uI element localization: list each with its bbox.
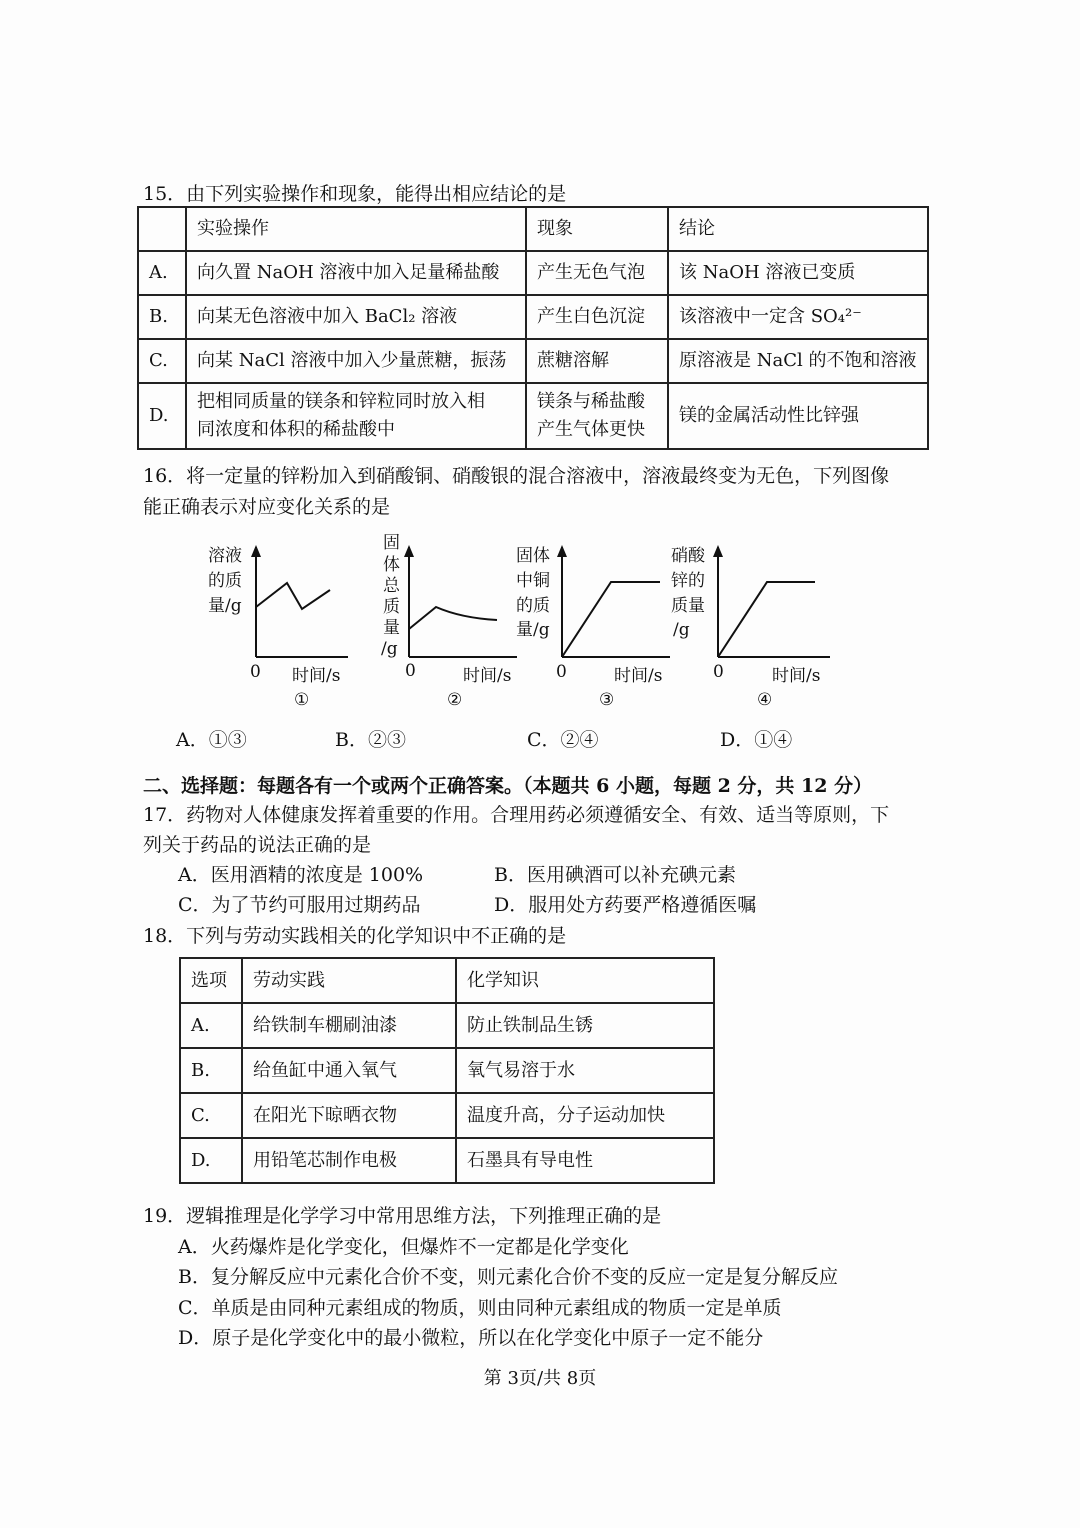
graph-ylabel: 的质 (516, 596, 550, 616)
knowledge-cell: 氧气易溶于水 (456, 1048, 714, 1093)
table-header-cell: 化学知识 (456, 958, 714, 1003)
graph-ylabel: 固 (383, 533, 400, 553)
graph-ylabel: 质量 (671, 596, 705, 616)
conclusion-cell: 该 NaOH 溶液已变质 (668, 251, 928, 295)
q19-option-c[interactable]: C．单质是由同种元素组成的物质，则由同种元素组成的物质一定是单质 (178, 1297, 782, 1319)
q19-option-d[interactable]: D．原子是化学变化中的最小微粒，所以在化学变化中原子一定不能分 (178, 1327, 764, 1349)
graph-ylabel: 量 (383, 618, 400, 638)
knowledge-cell: 温度升高，分子运动加快 (456, 1093, 714, 1138)
phenomenon-cell (526, 383, 668, 449)
table-row (138, 383, 928, 449)
data-curve (718, 582, 815, 657)
operation-cell: 向久置 NaOH 溶液中加入足量稀盐酸 (186, 251, 526, 295)
q16-stem-line2: 能正确表示对应变化关系的是 (143, 496, 391, 518)
y-axis-arrow (713, 545, 723, 557)
q17-option-b[interactable]: B．医用碘酒可以补充碘元素 (494, 864, 736, 886)
graph-ylabel: /g (673, 620, 690, 640)
graph-2 (375, 530, 525, 715)
graph-origin: 0 (713, 662, 724, 682)
table-header-cell: 实验操作 (186, 207, 526, 251)
data-curve (256, 583, 330, 609)
graph-ylabel: 量/g (208, 596, 242, 616)
graph-ylabel: /g (381, 639, 398, 659)
graph-number: ④ (757, 690, 773, 710)
graph-ylabel: 的质 (208, 571, 242, 591)
table-row (138, 251, 928, 295)
row-label: C. (138, 339, 186, 383)
q18-stem: 18．下列与劳动实践相关的化学知识中不正确的是 (143, 925, 567, 947)
q17-option-c[interactable]: C．为了节约可服用过期药品 (178, 894, 421, 916)
graph-1 (200, 535, 350, 715)
graph-ylabel: 溶液 (208, 546, 242, 566)
table-header-cell: 结论 (668, 207, 928, 251)
practice-cell: 在阳光下晾晒衣物 (242, 1093, 456, 1138)
operation-cell: 向某 NaCl 溶液中加入少量蔗糖，振荡 (186, 339, 526, 383)
table-row (180, 1003, 714, 1048)
knowledge-cell: 石墨具有导电性 (456, 1138, 714, 1183)
graph-xlabel: 时间/s (614, 666, 663, 686)
q16-option-d[interactable]: D．①④ (720, 729, 793, 751)
conclusion-cell: 该溶液中一定含 SO₄²⁻ (668, 295, 928, 339)
q18-table (179, 957, 715, 1184)
phenomenon-line: 产生气体更快 (537, 419, 645, 440)
data-curve (562, 582, 660, 657)
table-row (180, 1093, 714, 1138)
page-footer: 第 3页/共 8页 (483, 1368, 597, 1389)
practice-cell: 给铁制车棚刷油漆 (242, 1003, 456, 1048)
q17-stem-line2: 列关于药品的说法正确的是 (143, 834, 372, 856)
q19-option-b[interactable]: B．复分解反应中元素化合价不变，则元素化合价不变的反应一定是复分解反应 (178, 1266, 838, 1288)
row-label: A. (138, 251, 186, 295)
graph-4 (665, 535, 835, 715)
graph-ylabel: 量/g (516, 620, 550, 640)
graph-xlabel: 时间/s (463, 666, 512, 686)
row-label: D. (138, 383, 186, 449)
conclusion-cell: 原溶液是 NaCl 的不饱和溶液 (668, 339, 928, 383)
graph-ylabel: 质 (383, 597, 400, 617)
operation-line: 同浓度和体积的稀盐酸中 (197, 419, 395, 440)
table-header-cell: 劳动实践 (242, 958, 456, 1003)
q15-table (137, 206, 929, 450)
graph-ylabel: 锌的 (671, 571, 705, 591)
q16-stem-line1: 16．将一定量的锌粉加入到硝酸铜、硝酸银的混合溶液中，溶液最终变为无色，下列图像 (143, 465, 890, 487)
graph-ylabel: 硝酸 (671, 546, 705, 566)
graph-origin: 0 (405, 661, 416, 681)
practice-cell: 给鱼缸中通入氧气 (242, 1048, 456, 1093)
row-label: B. (180, 1048, 242, 1093)
q16-option-b[interactable]: B．②③ (335, 729, 406, 751)
conclusion-cell: 镁的金属活动性比锌强 (668, 383, 928, 449)
row-label: B. (138, 295, 186, 339)
table-row (138, 339, 928, 383)
graph-xlabel: 时间/s (772, 666, 821, 686)
section-2-heading: 二、选择题：每题各有一个或两个正确答案。（本题共 6 小题，每题 2 分，共 12 分） (143, 775, 873, 797)
graph-number: ① (294, 690, 310, 710)
row-label: D. (180, 1138, 242, 1183)
y-axis-arrow (557, 545, 567, 557)
phenomenon-cell: 蔗糖溶解 (526, 339, 668, 383)
data-curve (409, 607, 497, 629)
graph-origin: 0 (556, 662, 567, 682)
q17-stem-line1: 17．药物对人体健康发挥着重要的作用。合理用药必须遵循安全、有效、适当等原则，下 (143, 804, 890, 826)
knowledge-cell: 防止铁制品生锈 (456, 1003, 714, 1048)
phenomenon-cell: 产生无色气泡 (526, 251, 668, 295)
q16-option-c[interactable]: C．②④ (527, 729, 599, 751)
table-header-row (138, 207, 928, 251)
row-label: C. (180, 1093, 242, 1138)
graph-number: ② (447, 690, 463, 710)
operation-cell (186, 383, 526, 449)
q16-option-a[interactable]: A．①③ (176, 729, 247, 751)
q15-stem: 15．由下列实验操作和现象，能得出相应结论的是 (143, 183, 567, 205)
phenomenon-cell: 产生白色沉淀 (526, 295, 668, 339)
graph-ylabel: 固体 (516, 546, 550, 566)
graph-ylabel: 中铜 (516, 571, 550, 591)
y-axis-arrow (251, 545, 261, 557)
operation-cell: 向某无色溶液中加入 BaCl₂ 溶液 (186, 295, 526, 339)
table-header-cell: 选项 (180, 958, 242, 1003)
table-row (138, 295, 928, 339)
q17-option-a[interactable]: A．医用酒精的浓度是 100% (178, 864, 424, 886)
q19-option-a[interactable]: A．火药爆炸是化学变化，但爆炸不一定都是化学变化 (178, 1236, 629, 1258)
graph-origin: 0 (250, 662, 261, 682)
table-row (180, 1138, 714, 1183)
graph-number: ③ (599, 690, 615, 710)
graph-ylabel: 总 (383, 576, 400, 596)
table-header-cell: 现象 (526, 207, 668, 251)
q19-stem: 19．逻辑推理是化学学习中常用思维方法，下列推理正确的是 (143, 1205, 662, 1227)
q17-option-d[interactable]: D．服用处方药要严格遵循医嘱 (494, 894, 757, 916)
graph-3 (510, 535, 675, 715)
practice-cell: 用铅笔芯制作电极 (242, 1138, 456, 1183)
graph-xlabel: 时间/s (292, 666, 341, 686)
row-label: A. (180, 1003, 242, 1048)
operation-line: 把相同质量的镁条和锌粒同时放入相 (197, 391, 485, 412)
table-header-row (180, 958, 714, 1003)
y-axis-arrow (404, 545, 414, 557)
table-cell (138, 207, 186, 251)
phenomenon-line: 镁条与稀盐酸 (537, 391, 645, 412)
graph-ylabel: 体 (383, 555, 400, 575)
table-row (180, 1048, 714, 1093)
